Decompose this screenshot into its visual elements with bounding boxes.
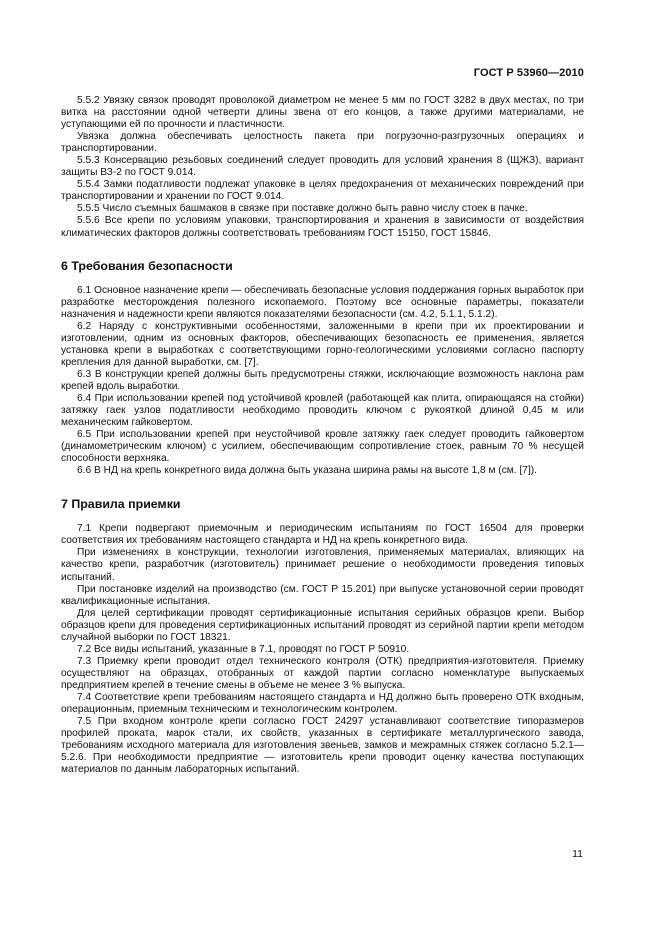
- section-6-title: 6 Требования безопасности: [61, 258, 233, 273]
- paragraph-5-5-6: 5.5.6 Все крепи по условиям упаковки, транспортирования и хранения в зависимости от воздействия климатических факторов должны соответствовать требованиям ГОСТ 15150, ГОСТ 15846.: [61, 215, 584, 239]
- paragraph-6-4: 6.4 При использовании крепей под устойчивой кровлей (работающей как плита, опирающаяся на стойки) затяжку гаек узлов податливости необходимо проводить ключом с рукояткой длиной 0,45 м или механическим гайковертом.: [61, 392, 584, 429]
- paragraph-7-5: 7.5 При входном контроле крепи согласно ГОСТ 24297 устанавливают соответствие типоразмеров профилей проката, марок стали, их свойств, указанных в сертификате металлургического завода, требованиям исходного материала для изготовления звеньев, замков и межрамных стяжек согласно 5.2.1—5.2.6. При необходимости предприятие — изготовитель крепи проводит оценку качества поступающих материалов по данным лабораторных испытаний.: [61, 716, 584, 776]
- paragraph-7-4: 7.4 Соответствие крепи требованиям настоящего стандарта и НД должно быть проверено ОТК входным, операционным, приемным техническим и технологическим контролем.: [61, 691, 584, 716]
- paragraph-5-5-4: 5.5.4 Замки податливости подлежат упаковке в целях предохранения от механических повреждений при транспортировании и хранении по ГОСТ 9.014.: [61, 179, 584, 203]
- paragraph-6-3: 6.3 В конструкции крепей должны быть предусмотрены стяжки, исключающие возможность наклона рам крепей вдоль выработки.: [61, 368, 584, 392]
- paragraph-5-5-3: 5.5.3 Консервацию резьбовых соединений следует проводить для условий хранения 8 (ЩЖЗ), вариант защиты ВЗ-2 по ГОСТ 9.014.: [61, 155, 584, 179]
- page-content: [61, 95, 584, 776]
- paragraph-6-6: 6.6 В НД на крепь конкретного вида должна быть указана ширина рамы на высоте 1,8 м (см. [7]).: [77, 465, 537, 477]
- paragraph-6-1: 6.1 Основное назначение крепи — обеспечивать безопасные условия поддержания горных выработок при разработке месторождения полезного ископаемого. Поэтому все основные параметры, показатели назначения и надежности крепи являются показателями безопасности (см. 4.2, 5.1.1, 5.1.2).: [61, 284, 584, 320]
- paragraph-7-1-c: При постановке изделий на производство (см. ГОСТ Р 15.201) при выпуске установочной серии проводят квалификационные испытания.: [61, 583, 584, 607]
- paragraph-6-5: 6.5 При использовании крепей при неустойчивой кровле затяжку гаек следует проводить гайковертом (динамометрическим ключом) с усилием, обеспечивающим сопротивление стоек, равным 70 % несущей способности верхняка.: [61, 429, 584, 465]
- paragraph-6-2: 6.2 Наряду с конструктивными особенностями, заложенными в крепи при их проектировании и изготовлении, одним из основных факторов, обеспечивающих безопасность ее применения, является установка крепи в выработках с соответствующими горно-геологическими условиями согласно паспорту крепления для данной выработки, см. [7].: [61, 320, 584, 368]
- paragraph-7-1-d: Для целей сертификации проводят сертификационные испытания серийных образцов крепи. Выбор образцов крепи для проведения сертификационных испытаний проводят из серийной партии крепи методом случайной выборки по ГОСТ 18321.: [61, 607, 584, 643]
- paragraph-5-5-2-cont: Увязка должна обеспечивать целостность пакета при погрузочно-разгрузочных операциях и транспортировании.: [61, 131, 584, 155]
- document-header: ГОСТ Р 53960—2010: [473, 67, 584, 79]
- paragraph-5-5-5: 5.5.5 Число съемных башмаков в связке при поставке должно быть равно числу стоек в пачке.: [77, 203, 528, 215]
- paragraph-7-2: 7.2 Все виды испытаний, указанные в 7.1, проводят по ГОСТ Р 50910.: [77, 643, 410, 655]
- section-7-title: 7 Правила приемки: [61, 497, 181, 512]
- page-number: 11: [572, 848, 583, 860]
- paragraph-7-1: 7.1 Крепи подвергают приемочным и периодическим испытаниям по ГОСТ 16504 для проверки соответствия их требованиям настоящего стандарта и НД на крепь конкретного вида.: [61, 523, 584, 547]
- paragraph-7-3: 7.3 Приемку крепи проводит отдел технического контроля (ОТК) предприятия-изготовителя. Приемку осуществляют на образцах, отобранных от каждой партии согласно номенклатуре выпускаемых предприятием крепей в течение смены в объеме не менее 3 % выпуска.: [61, 655, 584, 691]
- paragraph-5-5-2: 5.5.2 Увязку связок проводят проволокой диаметром не менее 5 мм по ГОСТ 3282 в двух местах, по три витка на расстоянии одной четверти длины звена от его концов, а также другими материалами, не уступающими ей по прочности и пластичности.: [61, 95, 584, 131]
- paragraph-7-1-b: При изменениях в конструкции, технологии изготовления, применяемых материалах, влияющих на качество крепи, разработчик (изготовитель) принимает решение о необходимости проведения типовых испытаний.: [61, 547, 584, 583]
